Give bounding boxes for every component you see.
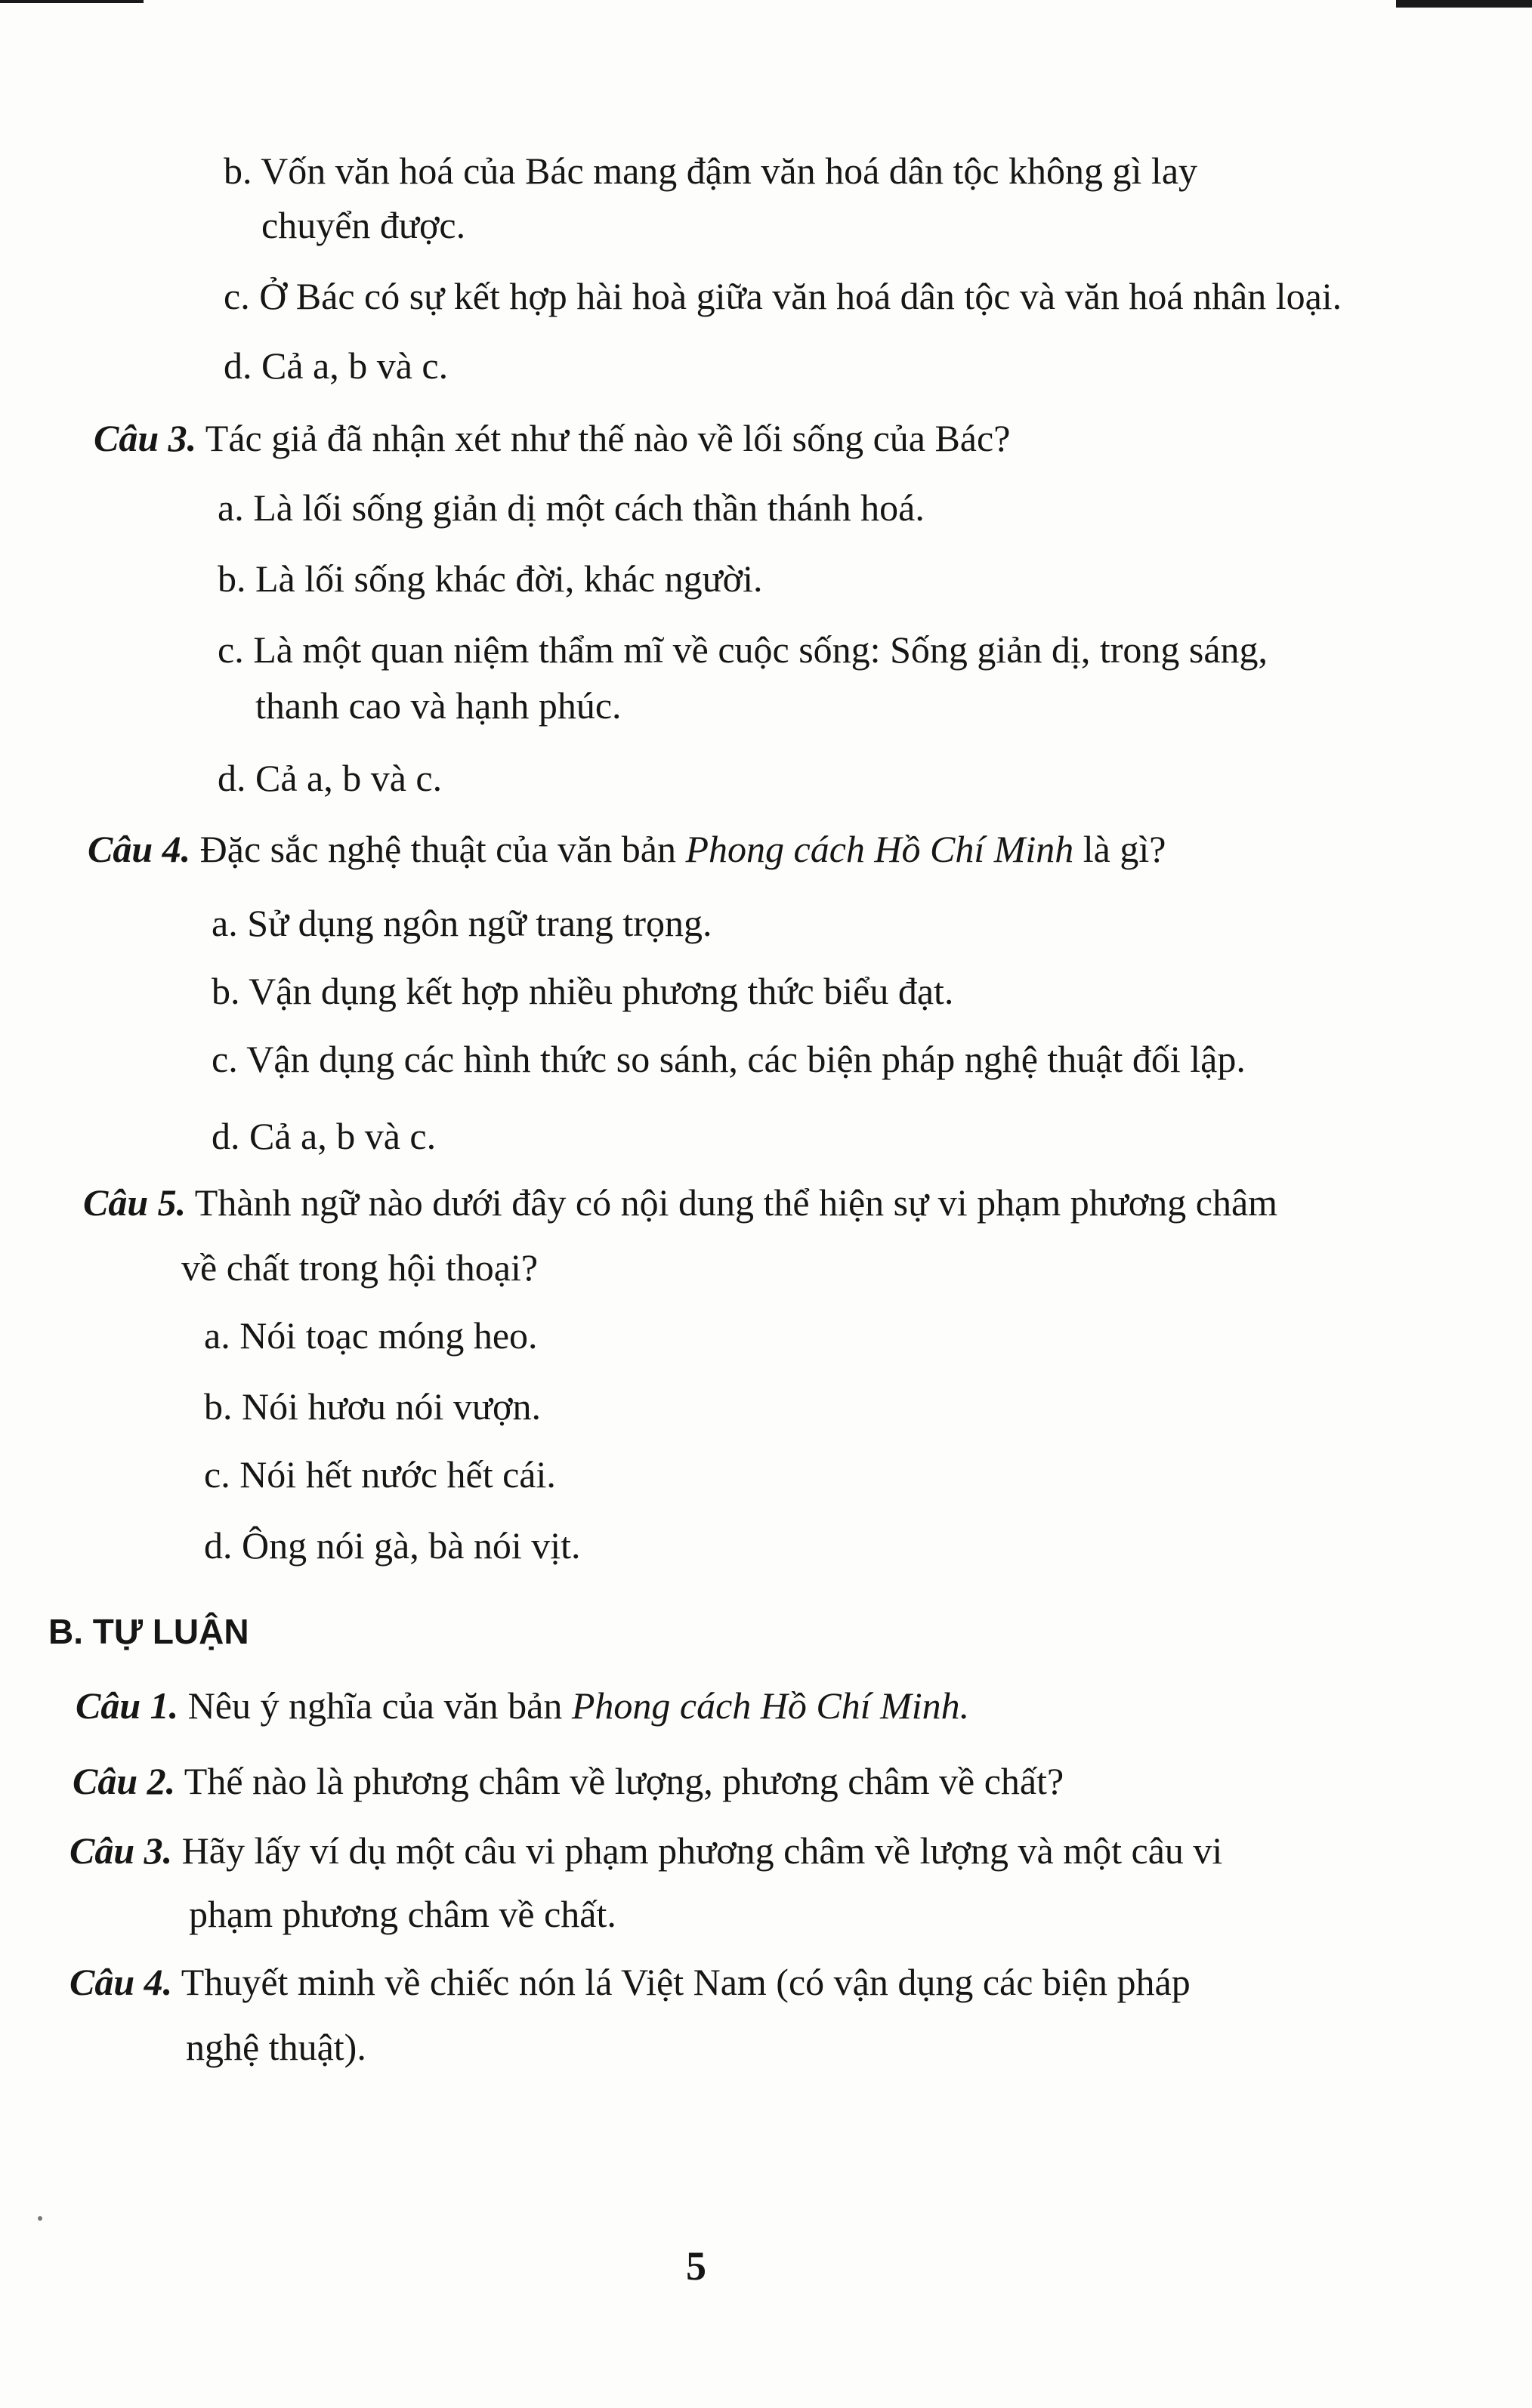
q4-option-b: b. Vận dụng kết hợp nhiều phương thức biểu đạt. bbox=[212, 970, 954, 1012]
q4-option-a: a. Sử dụng ngôn ngữ trang trọng. bbox=[212, 902, 712, 944]
q3-option-b: b. Là lối sống khác đời, khác người. bbox=[218, 557, 763, 600]
q5-option-d: d. Ông nói gà, bà nói vịt. bbox=[204, 1524, 581, 1567]
q5-text-line2: về chất trong hội thoại? bbox=[181, 1246, 539, 1289]
q4-stem bbox=[88, 826, 1166, 872]
q4-option-d: d. Cả a, b và c. bbox=[212, 1115, 437, 1157]
q5-option-a: a. Nói toạc móng heo. bbox=[204, 1314, 538, 1357]
b-q2-text: Thế nào là phương châm về lượng, phương châm về chất? bbox=[184, 1760, 1064, 1802]
q2-option-c: c. Ở Bác có sự kết hợp hài hoà giữa văn hoá dân tộc và văn hoá nhân loại. bbox=[224, 275, 1342, 317]
b-q3-label: Câu 3. bbox=[69, 1829, 173, 1872]
q5-label: Câu 5. bbox=[83, 1181, 187, 1224]
b-q1-text: Nêu ý nghĩa của văn bản bbox=[187, 1684, 563, 1727]
q3-option-c-cont: thanh cao và hạnh phúc. bbox=[255, 684, 622, 727]
q5-option-c: c. Nói hết nước hết cái. bbox=[204, 1453, 556, 1496]
q4-option-c: c. Vận dụng các hình thức so sánh, các biện pháp nghệ thuật đối lập. bbox=[212, 1038, 1246, 1080]
b-q3 bbox=[69, 1828, 1222, 1873]
b-q4-label: Câu 4. bbox=[69, 1961, 173, 2003]
b-q1-title: Phong cách Hồ Chí Minh. bbox=[571, 1684, 970, 1727]
b-q2-label: Câu 2. bbox=[73, 1760, 176, 1802]
scan-speck bbox=[38, 2216, 42, 2221]
top-rule-right bbox=[1396, 0, 1532, 8]
q3-text: Tác giả đã nhận xét như thế nào về lối sống của Bác? bbox=[205, 417, 1011, 459]
q4-title: Phong cách Hồ Chí Minh bbox=[685, 828, 1074, 870]
top-rule-left bbox=[0, 0, 144, 3]
q3-option-c: c. Là một quan niệm thẩm mĩ về cuộc sống: Sống giản dị, trong sáng, bbox=[218, 628, 1268, 671]
q5-option-b: b. Nói hươu nói vượn. bbox=[204, 1385, 541, 1428]
q4-text: Đặc sắc nghệ thuật của văn bản bbox=[199, 828, 676, 870]
page-number: 5 bbox=[686, 2243, 706, 2289]
q3-label: Câu 3. bbox=[94, 417, 197, 459]
q2-option-b: b. Vốn văn hoá của Bác mang đậm văn hoá dân tộc không gì lay bbox=[224, 150, 1198, 192]
q2-option-d: d. Cả a, b và c. bbox=[224, 344, 449, 387]
b-q4 bbox=[69, 1959, 1191, 2005]
b-q1-label: Câu 1. bbox=[76, 1684, 179, 1727]
q2-option-b-cont: chuyển được. bbox=[261, 204, 466, 246]
b-q3-text-line2: phạm phương châm về chất. bbox=[189, 1893, 616, 1935]
b-q3-text-line1: Hãy lấy ví dụ một câu vi phạm phương châm về lượng và một câu vi bbox=[181, 1829, 1223, 1872]
b-q4-text-line1: Thuyết minh về chiếc nón lá Việt Nam (có vận dụng các biện pháp bbox=[181, 1961, 1191, 2003]
q5-stem bbox=[83, 1180, 1277, 1225]
q3-option-a: a. Là lối sống giản dị một cách thần thánh hoá. bbox=[218, 486, 925, 529]
b-q4-text-line2: nghệ thuật). bbox=[186, 2026, 366, 2068]
q4-text-after: là gì? bbox=[1083, 828, 1166, 870]
b-q1 bbox=[76, 1683, 969, 1728]
section-b-heading: B. TỰ LUẬN bbox=[48, 1612, 249, 1651]
q5-text-line1: Thành ngữ nào dưới đây có nội dung thể hiện sự vi phạm phương châm bbox=[194, 1181, 1278, 1224]
q4-label: Câu 4. bbox=[88, 828, 191, 870]
q3-option-d: d. Cả a, b và c. bbox=[218, 757, 443, 799]
b-q2 bbox=[73, 1758, 1064, 1804]
q3-stem bbox=[94, 415, 1010, 461]
